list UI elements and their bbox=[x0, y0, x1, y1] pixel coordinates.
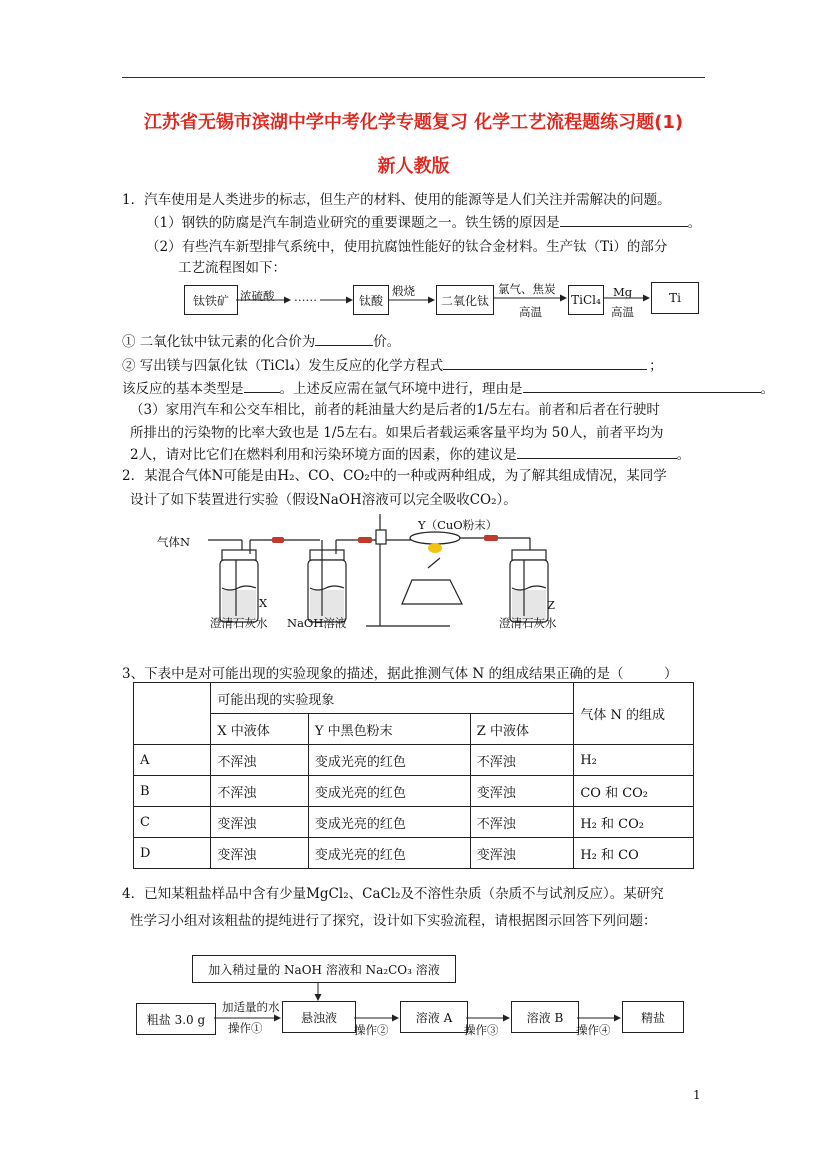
table-row bbox=[134, 838, 694, 869]
flow-arrow4-bottom: 高温 bbox=[611, 305, 634, 319]
answer-blank bbox=[517, 446, 677, 459]
row-x: 变浑浊 bbox=[211, 807, 309, 838]
q1-part1-end: 。 bbox=[687, 215, 702, 231]
flow-box-solution-b: 溶液 B bbox=[511, 1001, 579, 1033]
page-number: 1 bbox=[693, 1088, 701, 1102]
row-y: 变成光亮的红色 bbox=[308, 745, 470, 776]
q1-sub1-end: 价。 bbox=[373, 334, 401, 350]
flow-arrow3-bottom: 高温 bbox=[519, 305, 542, 319]
row-x: 变浑浊 bbox=[211, 838, 309, 869]
table-row bbox=[134, 807, 694, 838]
flow-box-ti: Ti bbox=[651, 282, 699, 314]
page-title: 江苏省无锡市滨湖中学中考化学专题复习 化学工艺流程题练习题(1) bbox=[143, 112, 684, 133]
salt-flow-arrows bbox=[0, 940, 827, 1050]
q4-line2: 性学习小组对该粗盐的提纯进行了探究，设计如下实验流程，请根据图示回答下列问题： bbox=[130, 913, 657, 929]
z-label: Z bbox=[547, 598, 555, 612]
header-y: Y 中黑色粉末 bbox=[308, 714, 470, 745]
flow-box-suspension: 悬浊液 bbox=[282, 1001, 356, 1033]
q1-part1-text: （1）钢铁的防腐是汽车制造业研究的重要课题之一。铁生锈的原因是 bbox=[146, 215, 560, 231]
row-n: CO 和 CO₂ bbox=[574, 776, 694, 807]
row-z: 不浑浊 bbox=[470, 807, 574, 838]
x-label: X bbox=[259, 596, 268, 610]
table-header-row bbox=[134, 683, 694, 714]
flow-box-ticl4: TiCl₄ bbox=[568, 285, 604, 315]
table-corner bbox=[134, 683, 211, 745]
answer-blank bbox=[443, 357, 647, 370]
row-z: 变浑浊 bbox=[470, 776, 574, 807]
header-group: 可能出现的实验现象 bbox=[211, 683, 574, 714]
q1-sub3-text: 该反应的基本类型是 bbox=[122, 381, 244, 397]
row-n: H₂ 和 CO₂ bbox=[574, 807, 694, 838]
row-option: A bbox=[134, 745, 211, 776]
q3-table bbox=[133, 682, 694, 869]
table-row bbox=[134, 745, 694, 776]
q3-question: 3、下表中是对可能出现的实验现象的描述，据此推测气体 N 的组成结果正确的是（ ） bbox=[122, 666, 678, 682]
header-gas-n: 气体 N 的组成 bbox=[574, 683, 694, 745]
flow-arrow4-top: Mg bbox=[613, 285, 633, 299]
row-z: 不浑浊 bbox=[470, 745, 574, 776]
row-y: 变成光亮的红色 bbox=[308, 776, 470, 807]
bottle3-label: 澄清石灰水 bbox=[499, 616, 557, 630]
row-option: B bbox=[134, 776, 211, 807]
bottle2-label: NaOH溶液 bbox=[287, 616, 347, 630]
q1-sub1 bbox=[122, 330, 400, 350]
page-subtitle: 新人教版 bbox=[377, 156, 450, 177]
row-z: 变浑浊 bbox=[470, 838, 574, 869]
answer-blank bbox=[244, 380, 280, 393]
table-row bbox=[134, 776, 694, 807]
header-x: X 中液体 bbox=[211, 714, 309, 745]
flow-arrow2-label: 操作② bbox=[354, 1023, 389, 1037]
q1-part2-line1: （2）有些汽车新型排气系统中，使用抗腐蚀性能好的钛合金材料。生产钛（Ti）的部分 bbox=[146, 239, 668, 255]
gas-n-label: 气体N bbox=[157, 535, 191, 549]
row-x: 不浑浊 bbox=[211, 745, 309, 776]
flow-box-crude-salt: 粗盐 3.0 g bbox=[136, 1003, 216, 1035]
flow-arrow2-label: 煅烧 bbox=[392, 284, 415, 298]
flow-arrows bbox=[0, 0, 827, 330]
flow-dots: …… bbox=[294, 290, 317, 304]
flow-box-refined-salt: 精盐 bbox=[622, 1001, 684, 1033]
q1-sub3 bbox=[122, 377, 774, 397]
q2-line2: 设计了如下装置进行实验（假设NaOH溶液可以完全吸收CO₂）。 bbox=[130, 492, 517, 508]
flow-arrow1-top: 加适量的水 bbox=[222, 1000, 280, 1014]
q2-line1: 2．某混合气体N可能是由H₂、CO、CO₂中的一种或两种组成，为了解其组成情况，某同学 bbox=[122, 468, 667, 484]
bottle1-label: 澄清石灰水 bbox=[210, 616, 268, 630]
q1-part3-end: 。 bbox=[676, 447, 691, 463]
q1-part3-line2: 所排出的污染物的比率大致也是 1/5左右。如果后者载运乘客量平均为 50人，前者平均为 bbox=[130, 425, 664, 441]
flow-arrow3-label: 操作③ bbox=[464, 1023, 499, 1037]
q1-sub3-mid: 。上述反应需在氩气环境中进行，理由是 bbox=[279, 381, 523, 397]
flow-box-titanic-acid: 钛酸 bbox=[353, 285, 389, 315]
q1-sub2 bbox=[122, 354, 663, 374]
flow-top-box: 加入稍过量的 NaOH 溶液和 Na₂CO₃ 溶液 bbox=[192, 955, 456, 983]
q1-sub1-text: ① 二氧化钛中钛元素的化合价为 bbox=[122, 334, 316, 350]
flow-arrow1-label: 浓硫酸 bbox=[240, 289, 275, 303]
flow-box-solution-a: 溶液 A bbox=[400, 1001, 468, 1033]
q1-part2-line2: 工艺流程图如下： bbox=[178, 260, 286, 276]
row-y: 变成光亮的红色 bbox=[308, 807, 470, 838]
row-x: 不浑浊 bbox=[211, 776, 309, 807]
row-n: H₂ bbox=[574, 745, 694, 776]
answer-blank bbox=[523, 380, 761, 393]
q1-sub2-end: ； bbox=[649, 358, 663, 374]
q1-part3-text: 2人，请对比它们在燃料利用和污染环境方面的因素，你的建议是 bbox=[130, 447, 517, 463]
q1-intro: 1．汽车使用是人类进步的标志，但生产的材料、使用的能源等是人们关注并需解决的问题。 bbox=[122, 192, 671, 208]
flow-arrow1-bottom: 操作① bbox=[228, 1021, 263, 1035]
q4-line1: 4．已知某粗盐样品中含有少量MgCl₂、CaCl₂及不溶性杂质（杂质不与试剂反应）。某研究 bbox=[122, 886, 664, 902]
answer-blank bbox=[315, 333, 373, 346]
q1-part3-line1: （3）家用汽车和公交车相比，前者的耗油量大约是后者的1/5左右。前者和后者在行驶时 bbox=[130, 402, 660, 418]
flow-box-ore: 钛铁矿 bbox=[184, 285, 238, 315]
row-option: D bbox=[134, 838, 211, 869]
flow-arrow3-top: 氯气、焦炭 bbox=[498, 282, 556, 296]
flow-box-tio2: 二氧化钛 bbox=[436, 285, 494, 315]
header-z: Z 中液体 bbox=[470, 714, 574, 745]
y-cuo-label: Y（CuO粉末） bbox=[418, 518, 498, 532]
row-n: H₂ 和 CO bbox=[574, 838, 694, 869]
q1-sub3-end: 。 bbox=[760, 381, 774, 397]
q1-sub2-text: ② 写出镁与四氯化钛（TiCl₄）发生反应的化学方程式 bbox=[122, 358, 444, 374]
row-y: 变成光亮的红色 bbox=[308, 838, 470, 869]
flow-arrow4-label: 操作④ bbox=[576, 1023, 611, 1037]
row-option: C bbox=[134, 807, 211, 838]
q1-part3-line3 bbox=[130, 443, 690, 463]
